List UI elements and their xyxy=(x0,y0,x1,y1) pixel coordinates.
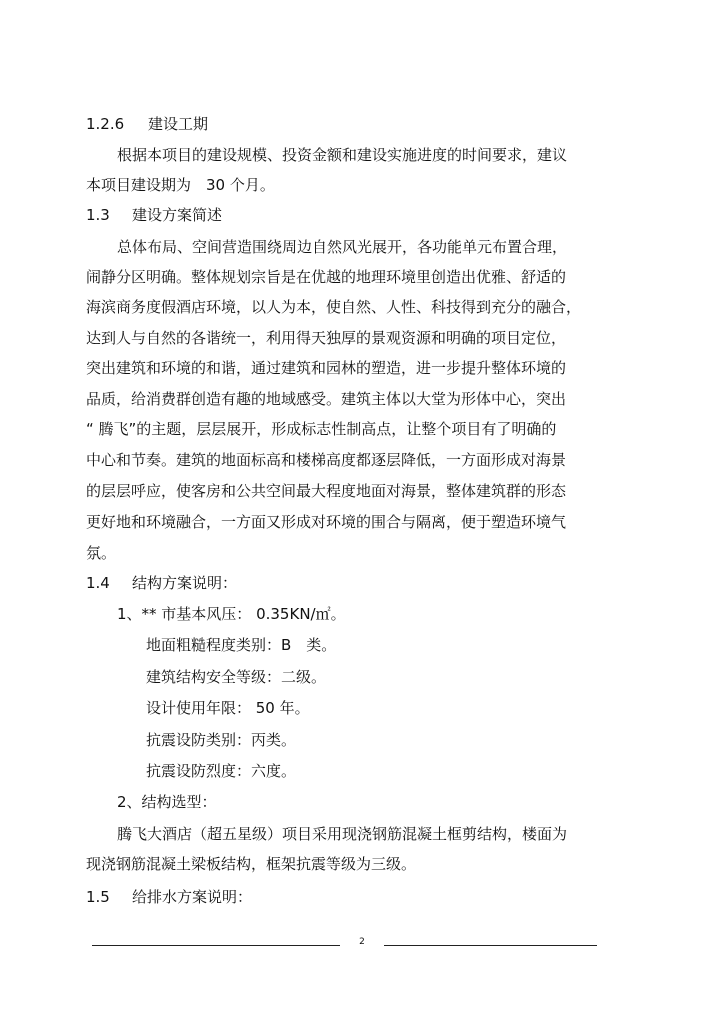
paragraph-line: 突出建筑和环境的和谐，通过建筑和园林的塑造，进一步提升整体环境的 xyxy=(86,359,567,377)
list-item: 1、** 市基本风压： 0.35KN/㎡。 xyxy=(117,605,346,623)
paragraph-line: 氛。 xyxy=(86,544,117,562)
paragraph-line: 中心和节奏。建筑的地面标高和楼梯高度都逐层降低，一方面形成对海景 xyxy=(86,451,567,469)
paragraph-line: 总体布局、空间营造围绕周边自然风光展开，各功能单元布置合理， xyxy=(117,238,568,256)
paragraph-line: 海滨商务度假酒店环境，以人为本，使自然、人性、科技得到充分的融合， xyxy=(86,298,582,316)
section-number: 1.4 xyxy=(86,574,110,592)
heading-1-2-6 xyxy=(86,114,626,134)
heading-1-5 xyxy=(86,887,626,907)
section-number: 1.3 xyxy=(86,206,110,224)
section-title: 建设工期 xyxy=(148,115,209,133)
paragraph-line: 腾飞大酒店（超五星级）项目采用现浇钢筋混凝土框剪结构，楼面为 xyxy=(117,825,568,843)
list-item: 抗震设防烈度：六度。 xyxy=(146,762,297,780)
heading-1-3 xyxy=(86,205,626,225)
paragraph-line: 本项目建设期为 30 个月。 xyxy=(86,176,275,194)
paragraph-line: 闹静分区明确。整体规划宗旨是在优越的地理环境里创造出优雅、舒适的 xyxy=(86,268,567,286)
page-number: 2 xyxy=(340,936,384,948)
list-item: 地面粗糙程度类别：B 类。 xyxy=(146,636,337,654)
paragraph-line: 品质，给消费群创造有趣的地域感受。建筑主体以大堂为形体中心，突出 xyxy=(86,390,567,408)
list-item: 设计使用年限： 50 年。 xyxy=(146,699,310,717)
paragraph-line: 根据本项目的建设规模、投资金额和建设实施进度的时间要求，建议 xyxy=(117,146,568,164)
list-item: 抗震设防类别：丙类。 xyxy=(146,731,297,749)
paragraph-line: “ 腾飞”的主题，层层展开，形成标志性制高点，让整个项目有了明确的 xyxy=(86,420,557,438)
section-title: 建设方案简述 xyxy=(132,206,223,224)
section-title: 结构方案说明： xyxy=(132,574,238,592)
heading-1-4 xyxy=(86,573,626,593)
paragraph-line: 现浇钢筋混凝土梁板结构，框架抗震等级为三级。 xyxy=(86,855,417,873)
section-number: 1.5 xyxy=(86,888,110,906)
section-number: 1.2.6 xyxy=(86,115,125,133)
list-item: 建筑结构安全等级：二级。 xyxy=(146,668,327,686)
list-item: 2、结构选型： xyxy=(117,793,217,811)
paragraph-line: 更好地和环境融合，一方面又形成对环境的围合与隔离，便于塑造环境气 xyxy=(86,513,567,531)
section-title: 给排水方案说明： xyxy=(132,888,253,906)
paragraph-line: 达到人与自然的各谐统一，利用得天独厚的景观资源和明确的项目定位， xyxy=(86,329,567,347)
paragraph-line: 的层层呼应，使客房和公共空间最大程度地面对海景，整体建筑群的形态 xyxy=(86,482,567,500)
